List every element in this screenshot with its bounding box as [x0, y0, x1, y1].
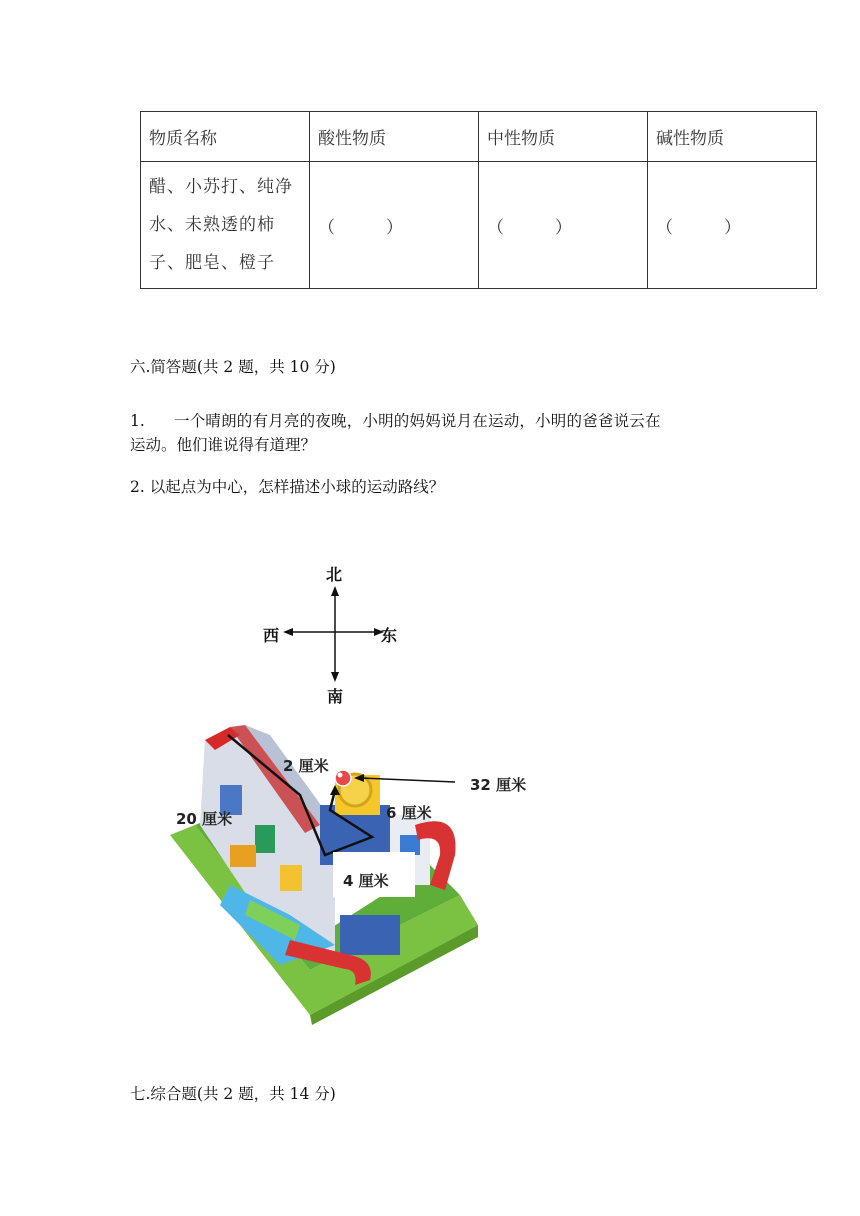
distance-label-2cm: 2 厘米	[283, 757, 329, 775]
neutral-answer-blank[interactable]: （ ）	[479, 162, 648, 289]
table-header-row	[141, 112, 817, 162]
question-1	[130, 409, 770, 457]
compass-north-label: 北	[326, 565, 343, 584]
acidic-answer-blank[interactable]: （ ）	[310, 162, 479, 289]
question-2: 2. 以起点为中心，怎样描述小球的运动路线？	[130, 478, 445, 496]
compass-west-label: 西	[263, 626, 280, 645]
distance-label-20cm: 20 厘米	[176, 810, 233, 828]
table-row	[141, 162, 817, 289]
substance-line: 醋、小苏打、纯净	[149, 177, 293, 197]
header-neutral: 中性物质	[479, 112, 648, 162]
header-acidic: 酸性物质	[310, 112, 479, 162]
substance-table	[140, 111, 817, 289]
question-1-line-1: 一个晴朗的有月亮的夜晚，小明的妈妈说月在运动，小明的爸爸说云在	[174, 412, 661, 430]
distance-label-6cm: 6 厘米	[386, 804, 432, 822]
compass-south-label: 南	[327, 687, 344, 706]
compass-east-label: 东	[381, 626, 398, 645]
section-6-title: 六.简答题(共 2 题，共 10 分)	[130, 358, 336, 376]
header-alkaline: 碱性物质	[648, 112, 817, 162]
substance-list-cell	[141, 162, 310, 289]
substance-line: 子、肥皂、橙子	[149, 253, 275, 273]
question-1-line-2: 运动。他们谁说得有道理？	[130, 436, 317, 454]
compass-diagram	[255, 560, 405, 710]
substance-line: 水、未熟透的柿	[149, 215, 275, 235]
header-substance-name: 物质名称	[141, 112, 310, 162]
question-1-number: 1.	[130, 412, 145, 430]
section-7-title: 七.综合题(共 2 题，共 14 分)	[130, 1085, 336, 1103]
alkaline-answer-blank[interactable]: （ ）	[648, 162, 817, 289]
distance-label-4cm: 4 厘米	[343, 872, 389, 890]
distance-label-32cm: 32 厘米	[470, 776, 527, 794]
